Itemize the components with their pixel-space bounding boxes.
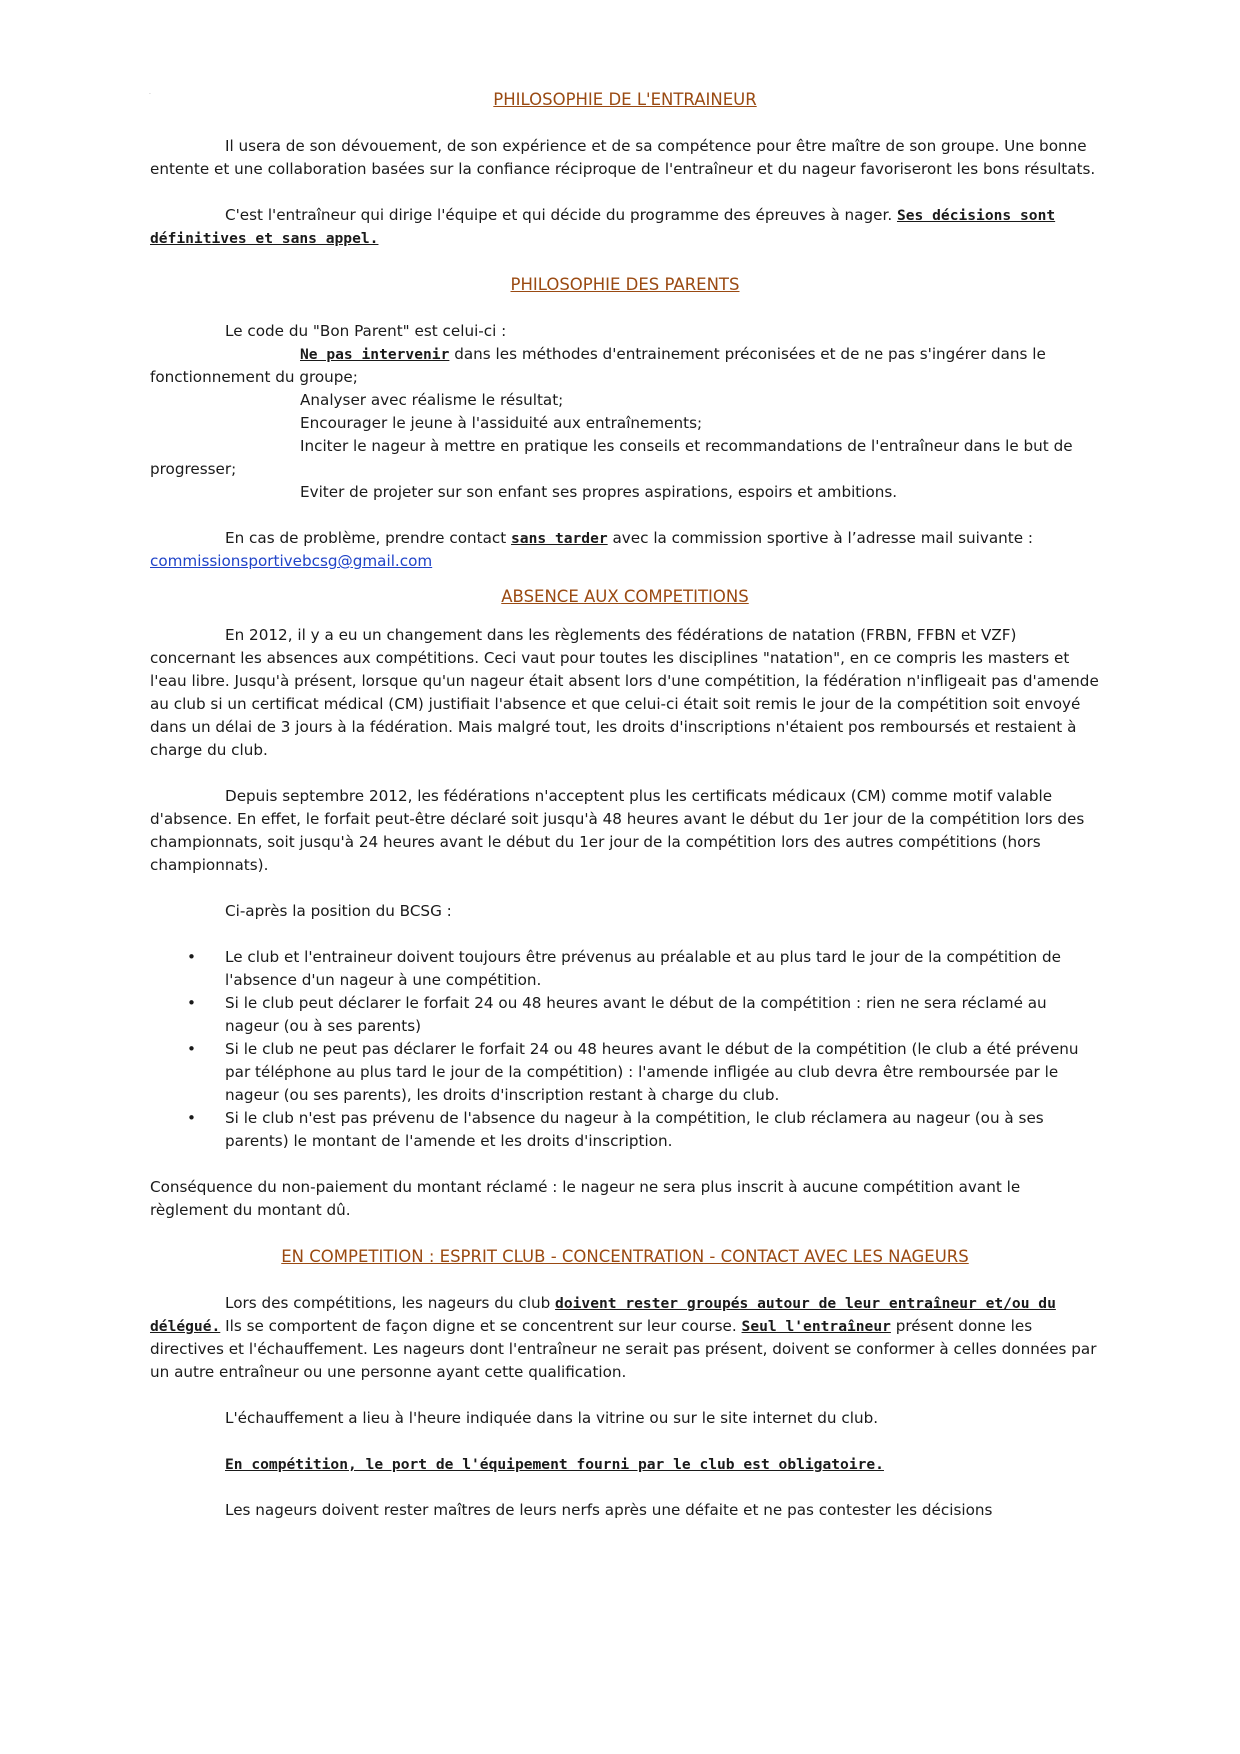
page-mark: ·	[149, 91, 151, 98]
contact-email-link[interactable]: commissionsportivebcsg@gmail.com	[150, 552, 433, 570]
absence-paragraph-3: Ci-après la position du BCSG :	[225, 902, 452, 920]
absence-bullet-list	[150, 946, 1100, 1153]
contact-emphasis: sans tarder	[511, 530, 608, 547]
parents-item-5: Eviter de projeter sur son enfant ses propres aspirations, espoirs et ambitions.	[300, 483, 898, 501]
absence-paragraph-4: Conséquence du non-paiement du montant réclamé : le nageur ne sera plus inscrit à aucune compétition avant le règlement du montant dû.	[150, 1178, 1021, 1219]
list-item	[187, 992, 1100, 1038]
competition-paragraph-3	[150, 1453, 1100, 1476]
coach-paragraph-2	[150, 204, 1100, 250]
coach-paragraph-1: Il usera de son dévouement, de son expérience et de sa compétence pour être maître de son groupe. Une bonne entente et une collaboration basées sur la confiance réciproque de l'entraîneur et du nageur favoriseront les bons résultats.	[150, 137, 1096, 178]
bullet-icon: •	[187, 1040, 196, 1058]
list-item	[187, 946, 1100, 992]
bullet-icon: •	[187, 948, 196, 966]
list-item-text: Si le club n'est pas prévenu de l'absence du nageur à la compétition, le club réclamera au nageur (ou à ses parents) le montant de l'amende et les droits d'inscription.	[225, 1109, 1044, 1150]
list-item-text: Si le club peut déclarer le forfait 24 ou 48 heures avant le début de la compétition : rien ne sera réclamé au nageur (ou à ses parents)	[225, 994, 1047, 1035]
section-title-coach: PHILOSOPHIE DE L'ENTRAINEUR	[493, 90, 757, 109]
parents-item-4: Inciter le nageur à mettre en pratique les conseils et recommandations de l'entraîneur dans le but de progresser;	[150, 437, 1073, 478]
competition-paragraph-1	[150, 1292, 1100, 1384]
section-title-absence: ABSENCE AUX COMPETITIONS	[501, 587, 749, 606]
contact-text-b: avec la commission sportive à l’adresse mail suivante :	[607, 529, 1034, 547]
parents-item-1-emphasis: Ne pas intervenir	[300, 346, 450, 363]
parents-item-2: Analyser avec réalisme le résultat;	[300, 391, 564, 409]
competition-p3-emphasis: En compétition, le port de l'équipement fourni par le club est obligatoire.	[225, 1456, 884, 1473]
contact-text-a: En cas de problème, prendre contact	[225, 529, 512, 547]
absence-paragraph-1: En 2012, il y a eu un changement dans les règlements des fédérations de natation (FRBN, FFBN et VZF) concernant les absences aux compétitions. Ceci vaut pour toutes les disciplines "natation", en ce compris les masters et l'eau libre. Jusqu'à présent, lorsque qu'un nageur était absent lors d'une compétition, la fédération n'infligeait pas d'amende au club si un certificat médical (CM) justifiait l'absence et que celui-ci était soit remis le jour de la compétition soit envoyé dans un délai de 3 jours à la fédération. Mais malgré tout, les droits d'inscriptions n'étaient pos remboursés et restaient à charge du club.	[150, 626, 1099, 759]
contact-email-line	[150, 550, 1100, 573]
competition-paragraph-4: Les nageurs doivent rester maîtres de leurs nerfs après une défaite et ne pas contester les décisions	[225, 1501, 993, 1519]
coach-p2-emphasis: Ses décisions sont définitives et sans appel.	[150, 207, 1056, 247]
parents-item-3: Encourager le jeune à l'assiduité aux entraînements;	[300, 414, 703, 432]
document-page	[150, 88, 1100, 1522]
list-item-text: Si le club ne peut pas déclarer le forfait 24 ou 48 heures avant le début de la compétition (le club a été prévenu par téléphone au plus tard le jour de la compétition) : l'amende infligée au club devra être remboursée par le nageur (ou ses parents), les droits d'inscription restant à charge du club.	[225, 1040, 1079, 1104]
coach-p2-text: C'est l'entraîneur qui dirige l'équipe et qui décide du programme des épreuves à nager.	[225, 206, 897, 224]
section-title-parents: PHILOSOPHIE DES PARENTS	[510, 275, 740, 294]
list-item-text: Le club et l'entraineur doivent toujours être prévenus au préalable et au plus tard le jour de la compétition de l'absence d'un nageur à une compétition.	[225, 948, 1062, 989]
competition-p1-emphasis-1: doivent rester groupés autour de leur entraîneur et/ou du délégué.	[150, 1295, 1056, 1335]
parents-intro: Le code du "Bon Parent" est celui-ci :	[225, 322, 507, 340]
competition-p1-c: présent donne les directives et l'échauffement. Les nageurs dont l'entraîneur ne serait pas présent, doivent se conformer à celles données par un autre entraîneur ou une personne ayant cette qualification.	[150, 1317, 1097, 1381]
competition-p1-a: Lors des compétitions, les nageurs du club	[225, 1294, 556, 1312]
list-item	[187, 1038, 1100, 1107]
competition-paragraph-2: L'échauffement a lieu à l'heure indiquée dans la vitrine ou sur le site internet du club.	[225, 1409, 879, 1427]
parents-contact	[150, 527, 1100, 550]
bullet-icon: •	[187, 994, 196, 1012]
section-title-competition: EN COMPETITION : ESPRIT CLUB - CONCENTRATION - CONTACT AVEC LES NAGEURS	[281, 1247, 969, 1266]
parents-item-1-text: dans les méthodes d'entrainement préconisées et de ne pas s'ingérer dans le fonctionnement du groupe;	[150, 345, 1046, 386]
parents-item-1	[150, 343, 1100, 389]
bullet-icon: •	[187, 1109, 196, 1127]
competition-p1-b: Ils se comportent de façon digne et se concentrent sur leur course.	[220, 1317, 742, 1335]
absence-paragraph-2: Depuis septembre 2012, les fédérations n'acceptent plus les certificats médicaux (CM) comme motif valable d'absence. En effet, le forfait peut-être déclaré soit jusqu'à 48 heures avant le début du 1er jour de la compétition lors des championnats, soit jusqu'à 24 heures avant le début du 1er jour de la compétition lors des autres compétitions (hors championnats).	[150, 787, 1085, 874]
list-item	[187, 1107, 1100, 1153]
competition-p1-emphasis-2: Seul l'entraîneur	[741, 1318, 891, 1335]
